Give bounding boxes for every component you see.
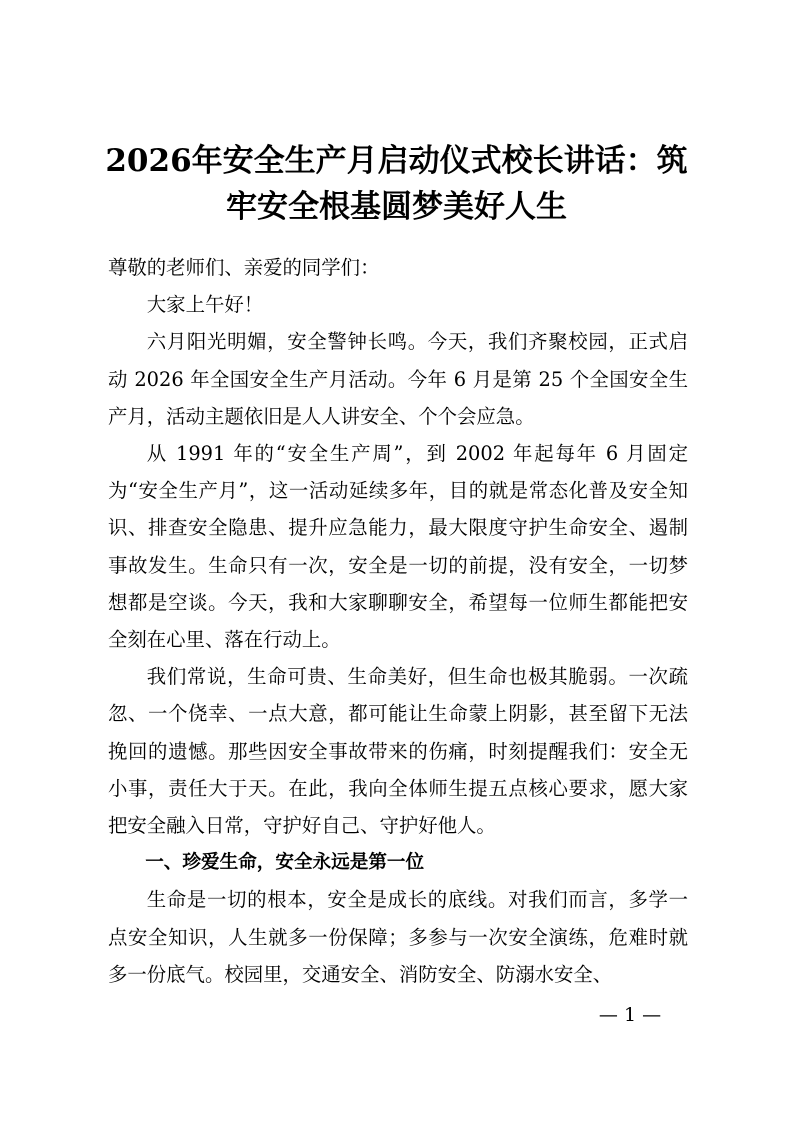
document-title bbox=[90, 138, 703, 230]
greeting: 大家上午好！ bbox=[146, 293, 264, 317]
title-line-2: 牢安全根基圆梦美好人生 bbox=[226, 189, 567, 225]
body-paragraph: 生命是一切的根本，安全是成长的底线。对我们而言，多学一点安全知识，人生就多一份保障；多参与一次安全演练，危难时就多一份底气。校园里，交通安全、消防安全、防溺水安全、 bbox=[108, 888, 688, 986]
salutation: 尊敬的老师们、亲爱的同学们： bbox=[108, 256, 380, 279]
body-paragraph: 我们常说，生命可贵、生命美好，但生命也极其脆弱。一次疏忽、一个侥幸、一点大意，都可能让生命蒙上阴影，甚至留下无法挽回的遗憾。那些因安全事故带来的伤痛，时刻提醒我们：安全无小事，责任大于天。在此，我向全体师生提五点核心要求，愿大家把安全融入日常，守护好自己、守护好他人。 bbox=[108, 665, 688, 838]
page-number: — 1 — bbox=[598, 1004, 662, 1026]
section-heading: 一、珍爱生命，安全永远是第一位 bbox=[145, 852, 425, 874]
title-line-1: 2026年安全生产月启动仪式校长讲话：筑 bbox=[105, 143, 688, 179]
body-paragraph: 六月阳光明媚，安全警钟长鸣。今天，我们齐聚校园，正式启动 2026 年全国安全生产月活动。今年 6 月是第 25 个全国安全生产月，活动主题依旧是人人讲安全、个个会应急。 bbox=[108, 330, 688, 428]
document-body bbox=[108, 249, 688, 993]
body-paragraph: 从 1991 年的“安全生产周”，到 2002 年起每年 6 月固定为“安全生产月”，这一活动延续多年，目的就是常态化普及安全知识、排查安全隐患、提升应急能力，最大限度守护生命安全、遏制事故发生。生命只有一次，安全是一切的前提，没有安全，一切梦想都是空谈。今天，我和大家聊聊安全，希望每一位师生都能把安全刻在心里、落在行动上。 bbox=[108, 442, 688, 652]
